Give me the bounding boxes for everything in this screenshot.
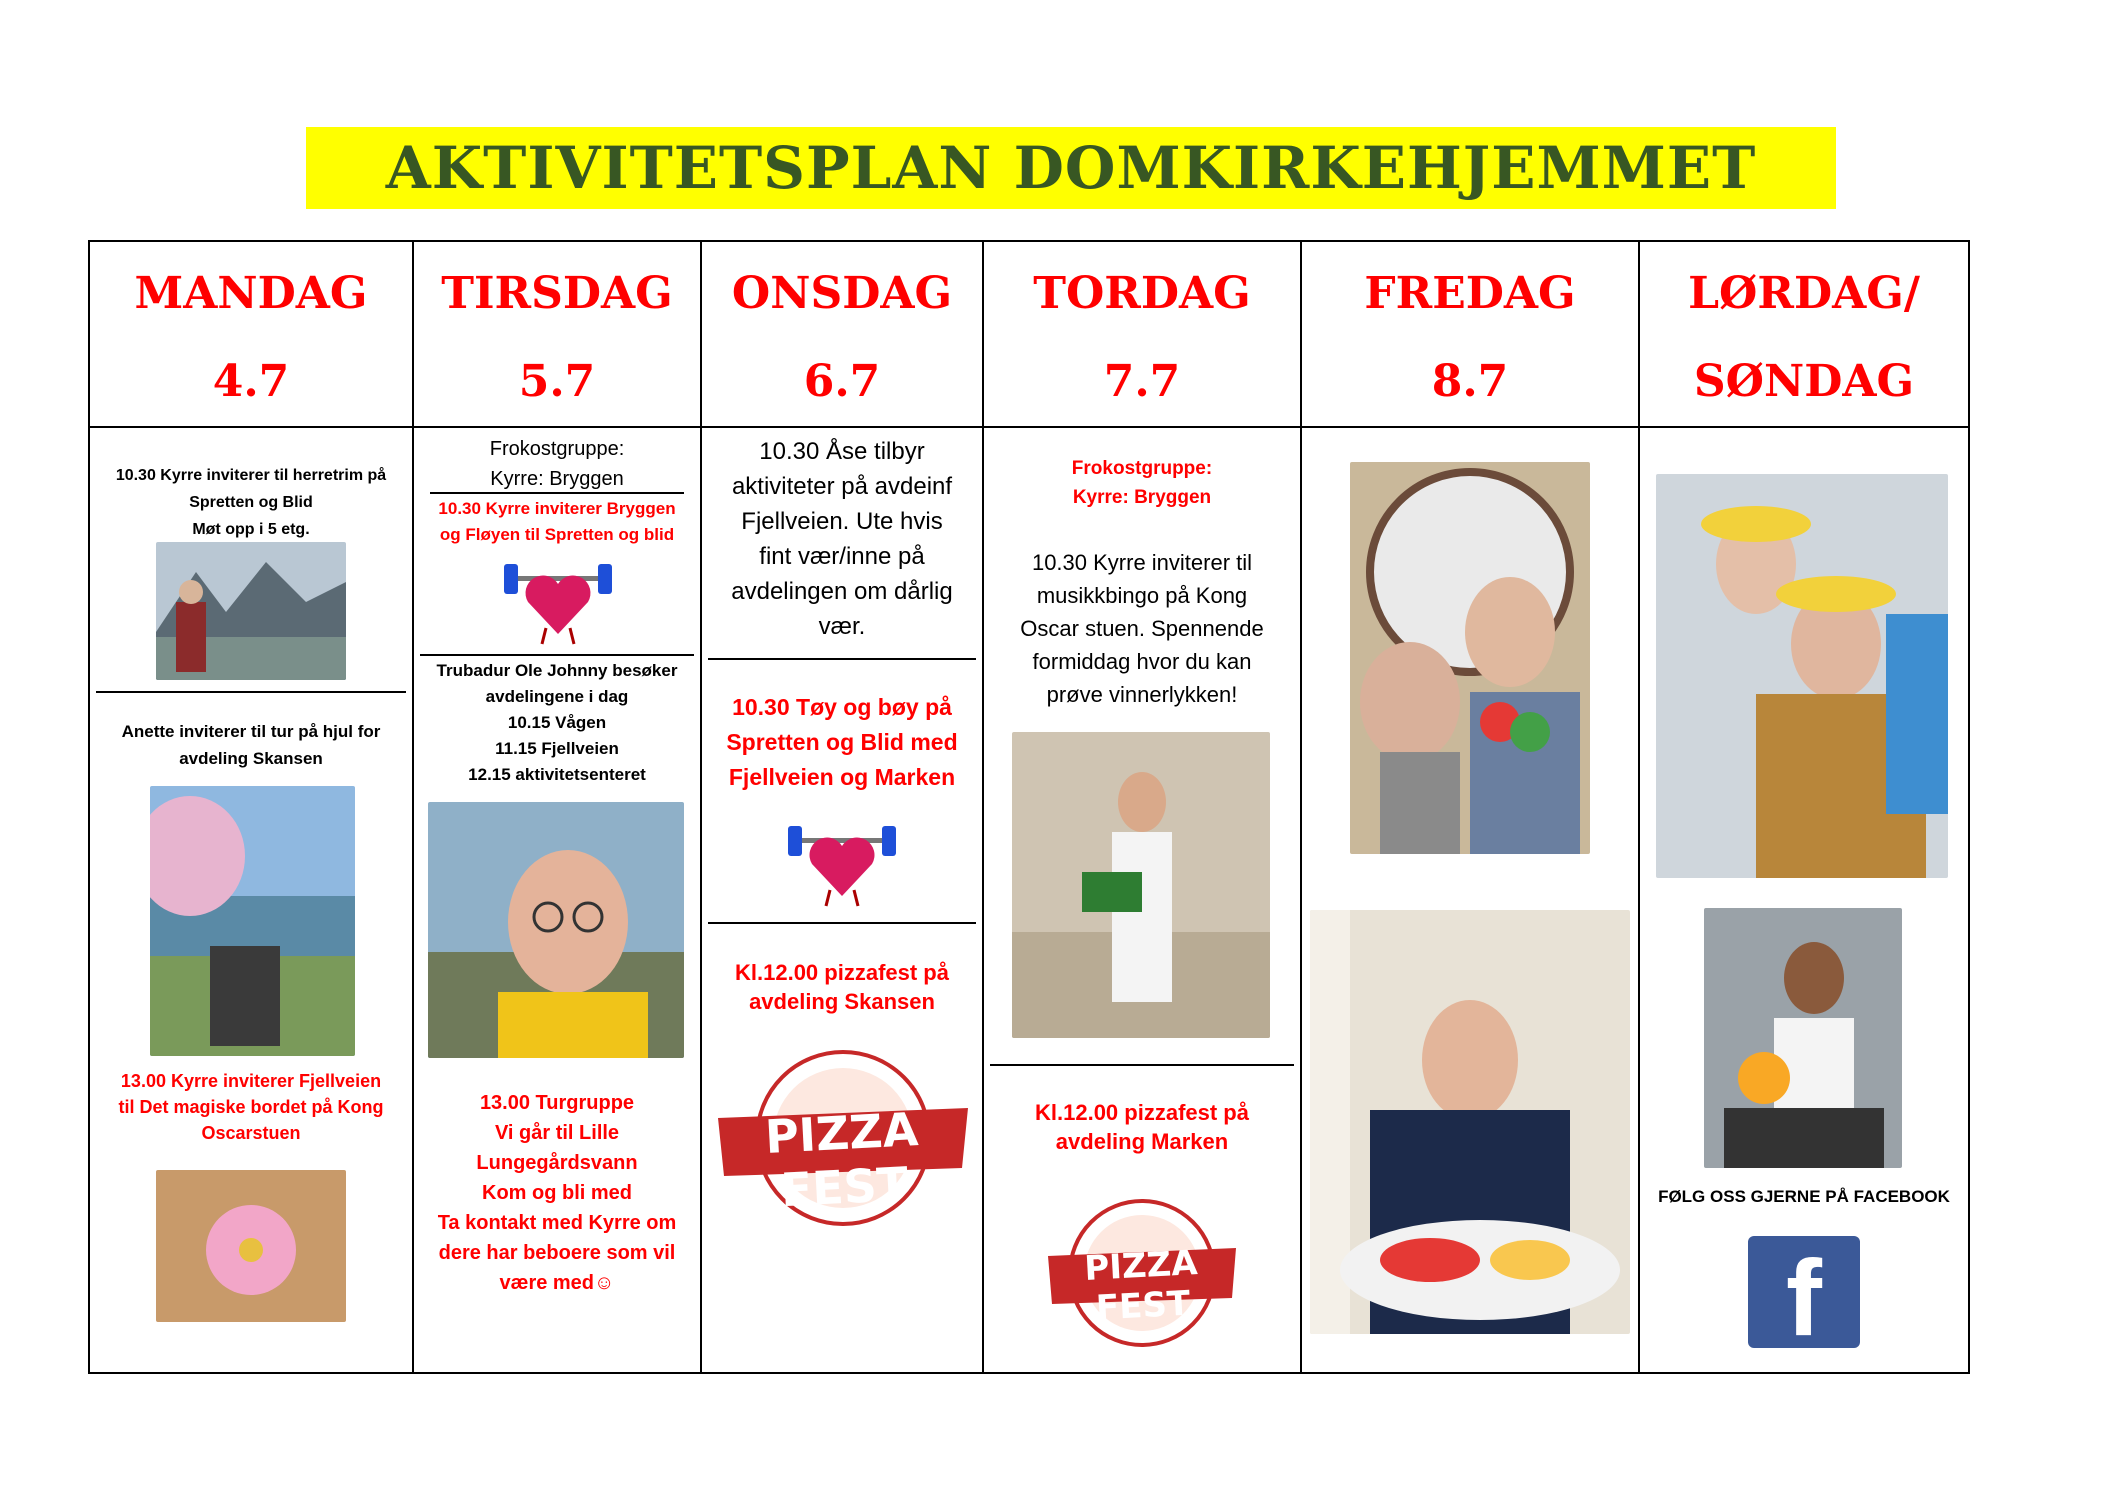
day-name: TORDAG bbox=[1033, 268, 1251, 319]
day-header-weekend bbox=[1639, 241, 1969, 427]
activity-table bbox=[88, 240, 1970, 1374]
monday-cell bbox=[89, 427, 413, 1373]
thursday-event-3: Kl.12.00 pizzafest på avdeling Marken bbox=[1035, 1100, 1249, 1154]
pizza-fest-logo bbox=[712, 1048, 974, 1228]
photo-music-bingo-host bbox=[1012, 732, 1270, 1038]
wednesday-event-3: Kl.12.00 pizzafest på avdeling Skansen bbox=[735, 960, 949, 1014]
photo-troubadour bbox=[428, 802, 684, 1058]
friday-cell bbox=[1301, 427, 1639, 1373]
facebook-icon[interactable] bbox=[1748, 1236, 1860, 1358]
day-header-friday bbox=[1301, 241, 1639, 427]
day-date: 4.7 bbox=[212, 356, 290, 407]
day-date: 6.7 bbox=[803, 356, 881, 407]
day-header-monday bbox=[89, 241, 413, 427]
tuesday-event-4: 13.00 Turgruppe Vi går til Lille Lungegårdsvann Kom og bli med Ta kontakt med Kyrre om dere har beboere som vil være med☺ bbox=[437, 1092, 677, 1294]
day-header-thursday bbox=[983, 241, 1301, 427]
photo-hats-couple bbox=[1656, 474, 1948, 878]
weekend-cell bbox=[1639, 427, 1969, 1373]
day-name: MANDAG bbox=[134, 268, 368, 319]
monday-event-1: 10.30 Kyrre inviterer til herretrim på Spretten og Blid Møt opp i 5 etg. bbox=[115, 467, 387, 538]
tuesday-event-3: Trubadur Ole Johnny besøker avdelingene i dag 10.15 Vågen 11.15 Fjellveien 12.15 aktivitetsenteret bbox=[436, 661, 678, 784]
page-title: AKTIVITETSPLAN DOMKIRKEHJEMMET bbox=[385, 134, 1757, 202]
day-header-wednesday bbox=[701, 241, 983, 427]
day-name: TIRSDAG bbox=[441, 268, 673, 319]
day-name: FREDAG bbox=[1364, 268, 1576, 319]
thursday-event-1: Frokostgruppe: Kyrre: Bryggen bbox=[1071, 458, 1213, 508]
heart-barbell-icon bbox=[782, 818, 902, 910]
day-date: 5.7 bbox=[518, 356, 596, 407]
photo-wheelchair-party bbox=[1704, 908, 1902, 1168]
day-date: SØNDAG bbox=[1693, 356, 1915, 407]
title-banner bbox=[306, 127, 1836, 209]
tuesday-event-2: 10.30 Kyrre inviterer Bryggen og Fløyen til Spretten og blid bbox=[438, 499, 676, 544]
day-name: ONSDAG bbox=[731, 268, 953, 319]
pizza-fest-logo-text: PIZZA FEST bbox=[763, 1102, 920, 1218]
photo-fruit-platter bbox=[1310, 910, 1630, 1334]
wednesday-cell bbox=[701, 427, 983, 1373]
photo-flowers-table bbox=[156, 1170, 346, 1322]
photo-cherry-blossom-walk bbox=[150, 786, 355, 1056]
thursday-event-2: 10.30 Kyrre inviterer til musikkbingo på Kong Oscar stuen. Spennende formiddag hvor du kan prøve vinnerlykken! bbox=[1020, 550, 1264, 707]
thursday-cell bbox=[983, 427, 1301, 1373]
monday-event-2: Anette inviterer til tur på hjul for avdeling Skansen bbox=[121, 722, 381, 768]
activity-row bbox=[89, 427, 1969, 1373]
day-date: 8.7 bbox=[1431, 356, 1509, 407]
wednesday-event-1: 10.30 Åse tilbyr aktiviteter på avdeinf Fjellveien. Ute hvis fint vær/inne på avdelingen om dårlig vær. bbox=[731, 438, 953, 640]
pizza-fest-logo-text: PIZZA FEST bbox=[1083, 1243, 1199, 1329]
pizza-fest-logo bbox=[1044, 1194, 1240, 1352]
tuesday-cell bbox=[413, 427, 701, 1373]
monday-event-3: 13.00 Kyrre inviterer Fjellveien til Det magiske bordet på Kong Oscarstuen bbox=[118, 1071, 384, 1143]
day-header-row bbox=[89, 241, 1969, 427]
day-header-tuesday bbox=[413, 241, 701, 427]
heart-barbell-icon bbox=[498, 556, 618, 648]
photo-landscape-mural bbox=[156, 542, 346, 680]
facebook-follow-text: FØLG OSS GJERNE PÅ FACEBOOK bbox=[1658, 1187, 1950, 1206]
tuesday-event-1: Frokostgruppe: Kyrre: Bryggen bbox=[489, 438, 625, 490]
facebook-glyph: f bbox=[1786, 1237, 1822, 1358]
day-date: 7.7 bbox=[1103, 356, 1181, 407]
day-name: LØRDAG/ bbox=[1688, 268, 1920, 319]
wednesday-event-2: 10.30 Tøy og bøy på Spretten og Blid med Fjellveien og Marken bbox=[726, 694, 958, 790]
photo-party-glasses bbox=[1350, 462, 1590, 854]
